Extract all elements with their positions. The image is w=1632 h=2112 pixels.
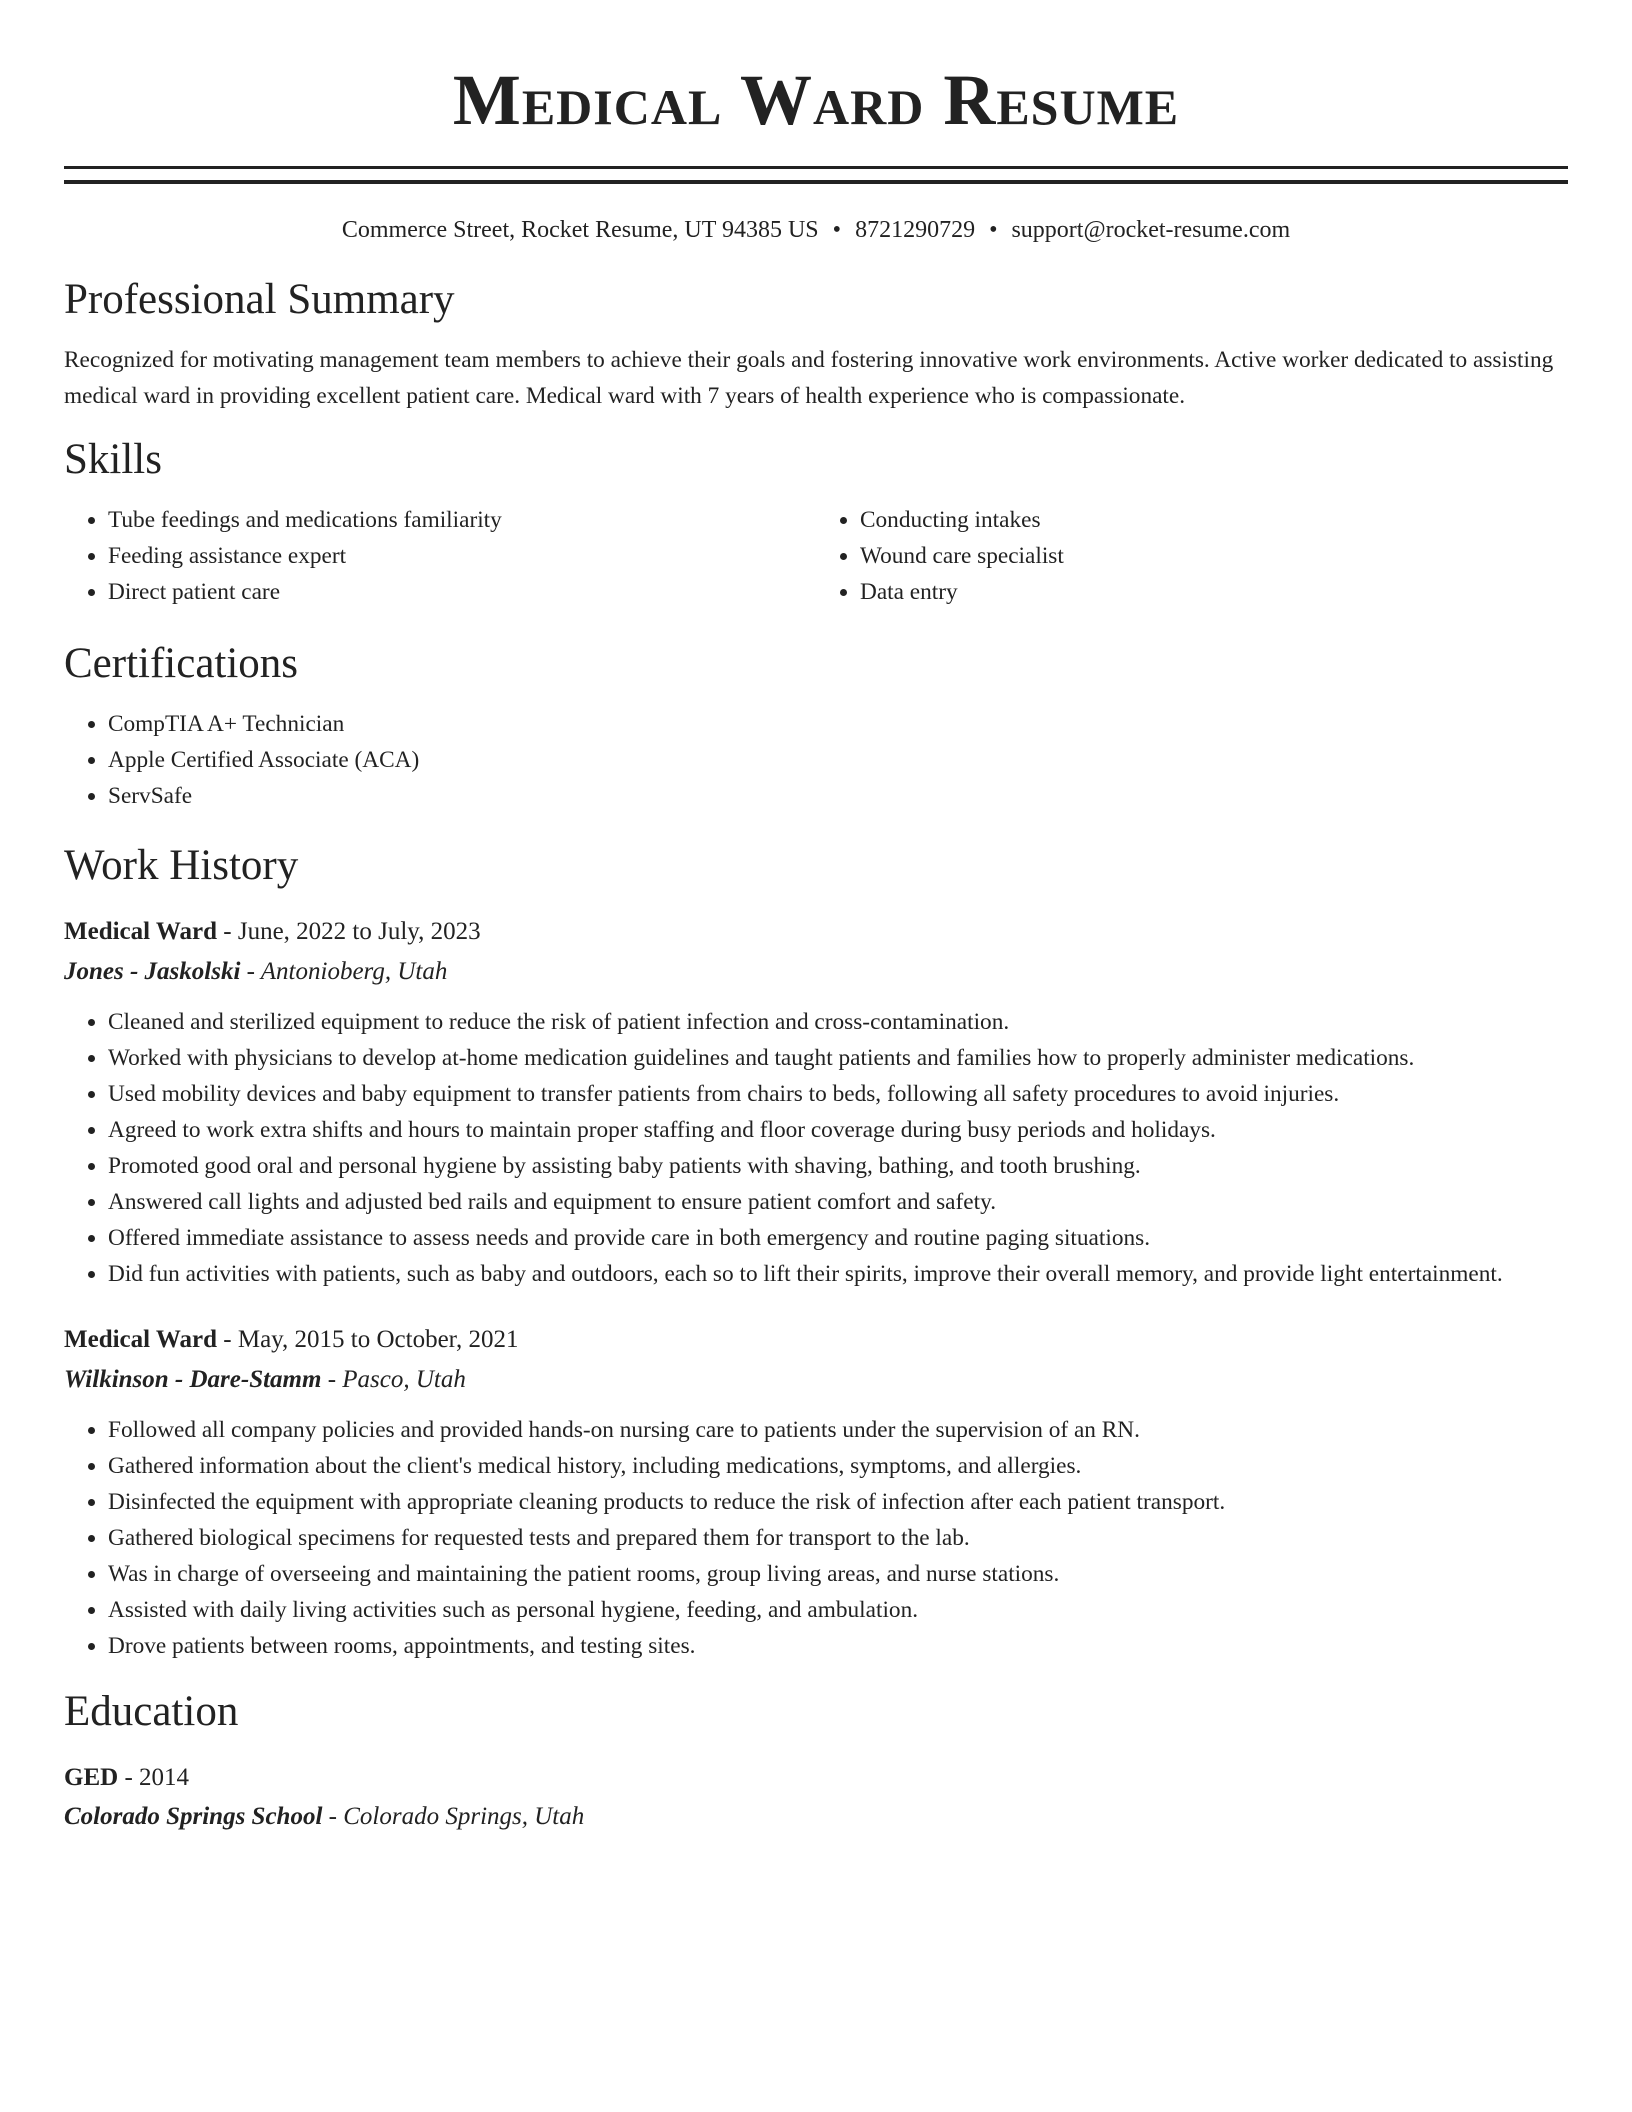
education-school: Colorado Springs School	[64, 1803, 323, 1830]
skill-item: • Data entry	[860, 574, 1568, 610]
job-duty: • Answered call lights and adjusted bed rails and equipment to ensure patient comfort and safety.	[108, 1184, 1568, 1220]
job-duty: • Gathered biological specimens for requested tests and prepared them for transport to the lab.	[108, 1520, 1568, 1556]
skill-item: • Conducting intakes	[860, 502, 1568, 538]
job-location: - Pasco, Utah	[321, 1366, 466, 1393]
job-duties-list	[64, 1412, 1568, 1664]
job-duty: • Did fun activities with patients, such as baby and outdoors, each so to lift their spirits, improve their overall memory, and provide light entertainment.	[108, 1256, 1568, 1292]
skill-item: • Direct patient care	[108, 574, 816, 610]
job-duty: • Drove patients between rooms, appointments, and testing sites.	[108, 1628, 1568, 1664]
job-duty: • Followed all company policies and provided hands-on nursing care to patients under the supervision of an RN.	[108, 1412, 1568, 1448]
job-title: Medical Ward	[64, 918, 218, 945]
skill-item: • Feeding assistance expert	[108, 538, 816, 574]
certification-item: • CompTIA A+ Technician	[108, 706, 1568, 742]
job-duty: • Worked with physicians to develop at-home medication guidelines and taught patients and families how to properly administer medications.	[108, 1040, 1568, 1076]
job-duties-list	[64, 1004, 1568, 1292]
job-title: Medical Ward	[64, 1326, 218, 1353]
job-location: - Antonioberg, Utah	[240, 958, 448, 985]
contact-phone: 8721290729	[855, 217, 976, 243]
job-employer	[64, 1360, 1568, 1400]
job-dates: - May, 2015 to October, 2021	[217, 1326, 519, 1353]
skills-list-left	[64, 502, 816, 610]
education-school-line	[64, 1798, 1568, 1836]
job-header	[64, 912, 1568, 952]
section-heading-skills: Skills	[64, 436, 162, 483]
education-degree: GED	[64, 1764, 119, 1791]
skills-columns	[64, 502, 1568, 610]
job-duty: • Assisted with daily living activities such as personal hygiene, feeding, and ambulation.	[108, 1592, 1568, 1628]
skills-list-right	[816, 502, 1568, 610]
job-entry	[64, 912, 1568, 1292]
job-header	[64, 1320, 1568, 1360]
certification-item: • Apple Certified Associate (ACA)	[108, 742, 1568, 778]
contact-address: Commerce Street, Rocket Resume, UT 94385 US	[341, 217, 819, 243]
job-duty: • Was in charge of overseeing and maintaining the patient rooms, group living areas, and nurse stations.	[108, 1556, 1568, 1592]
title-divider	[64, 166, 1568, 184]
certifications-list	[64, 706, 1568, 814]
resume-title: Medical Ward Resume	[452, 60, 1180, 140]
skill-item: • Wound care specialist	[860, 538, 1568, 574]
job-duty: • Promoted good oral and personal hygiene by assisting baby patients with shaving, bathing, and tooth brushing.	[108, 1148, 1568, 1184]
section-heading-summary: Professional Summary	[64, 276, 455, 323]
job-dates: - June, 2022 to July, 2023	[217, 918, 481, 945]
education-location: - Colorado Springs, Utah	[322, 1803, 585, 1830]
job-duty: • Agreed to work extra shifts and hours to maintain proper staffing and floor coverage during busy periods and holidays.	[108, 1112, 1568, 1148]
section-heading-work-history: Work History	[64, 842, 299, 889]
job-company: Wilkinson - Dare-Stamm	[64, 1366, 322, 1393]
education-year: - 2014	[118, 1764, 190, 1791]
job-duty: • Used mobility devices and baby equipment to transfer patients from chairs to beds, following all safety procedures to avoid injuries.	[108, 1076, 1568, 1112]
section-heading-certifications: Certifications	[64, 640, 299, 687]
job-duty: • Gathered information about the client's medical history, including medications, symptoms, and allergies.	[108, 1448, 1568, 1484]
job-company: Jones - Jaskolski	[64, 958, 241, 985]
summary-text: Recognized for motivating management team members to achieve their goals and fostering innovative work environments. Active worker dedicated to assisting medical ward in providing excellent patient care. Medical ward with 7 years of health experience who is compassionate.	[64, 347, 1554, 409]
section-heading-education: Education	[64, 1688, 239, 1735]
contact-separator: •	[989, 217, 998, 243]
contact-line	[64, 214, 1568, 246]
education-header	[64, 1758, 1568, 1798]
job-duty: • Disinfected the equipment with appropriate cleaning products to reduce the risk of infection after each patient transport.	[108, 1484, 1568, 1520]
contact-separator: •	[832, 217, 842, 243]
certification-item: • ServSafe	[108, 778, 1568, 814]
job-duty: • Cleaned and sterilized equipment to reduce the risk of patient infection and cross-contamination.	[108, 1004, 1568, 1040]
skill-item: • Tube feedings and medications familiarity	[108, 502, 816, 538]
job-entry	[64, 1320, 1568, 1664]
contact-email: support@rocket-resume.com	[1011, 217, 1291, 243]
job-duty: • Offered immediate assistance to assess needs and provide care in both emergency and routine paging situations.	[108, 1220, 1568, 1256]
job-employer	[64, 952, 1568, 992]
